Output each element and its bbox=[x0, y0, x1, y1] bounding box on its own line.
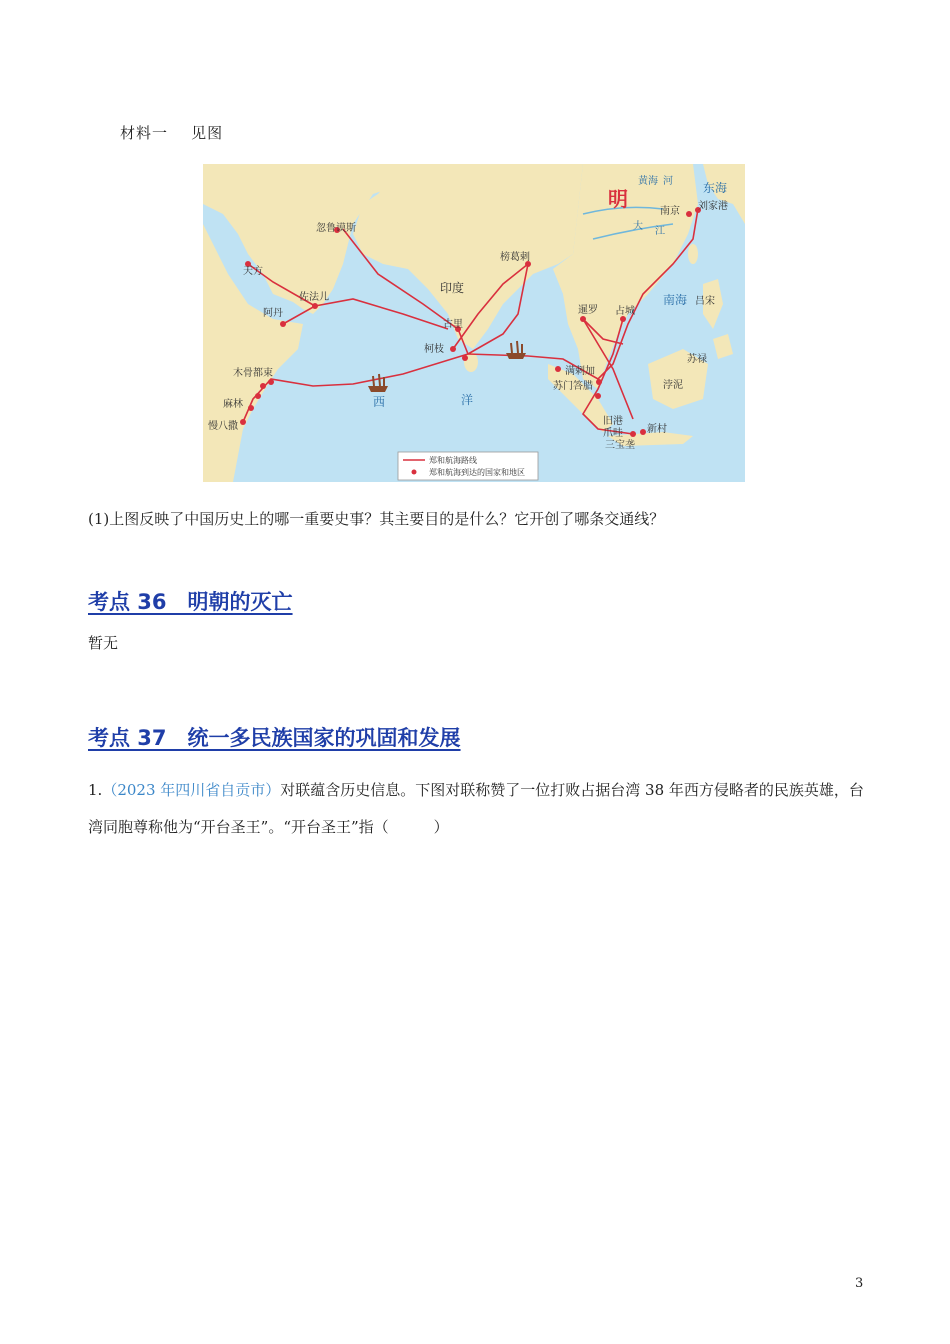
ship-icon bbox=[506, 353, 526, 359]
material-title: 材料一 bbox=[120, 124, 169, 142]
section-36-title: 考点 36 明朝的灭亡 bbox=[88, 590, 293, 614]
zufar-dot bbox=[312, 303, 318, 309]
liujiagang-label: 刘家港 bbox=[698, 201, 728, 212]
q1-number: 1. bbox=[88, 781, 103, 799]
q1-text: 对联蕴含历史信息。下图对联称赞了一位打败占据台湾 38 年西方侵略者的民族英雄，台湾同胞尊称他为“开台圣王”。“开台圣王”指（ ） bbox=[88, 781, 864, 836]
xincun-label: 新村 bbox=[647, 424, 667, 435]
zufar-label: 佐法儿 bbox=[299, 292, 329, 303]
nanjing-dot bbox=[686, 211, 692, 217]
malindi-dot-2 bbox=[248, 405, 254, 411]
xincun-dot bbox=[640, 429, 646, 435]
mombasa-label: 慢八撒 bbox=[208, 421, 238, 432]
cochin-dot bbox=[450, 346, 456, 352]
java-dot bbox=[630, 431, 636, 437]
java-label: 爪哇 bbox=[603, 428, 623, 439]
tianfang-label: 天方 bbox=[243, 266, 263, 277]
zheng-he-voyage-map bbox=[203, 164, 745, 482]
borneo-label: 浡泥 bbox=[663, 380, 683, 391]
legend-route-label: 郑和航海路线 bbox=[429, 456, 477, 465]
aden-label: 阿丹 bbox=[263, 308, 283, 319]
malindi-dot bbox=[255, 393, 261, 399]
section-36-content: 暂无 bbox=[88, 634, 119, 652]
page-number: 3 bbox=[855, 1276, 864, 1291]
mogadishu-dot bbox=[268, 379, 274, 385]
taiwan-land bbox=[688, 244, 698, 264]
siam-label: 暹罗 bbox=[578, 305, 598, 316]
calicut-label: 古里 bbox=[443, 319, 463, 330]
palembang-dot bbox=[595, 393, 601, 399]
sulu-label: 苏禄 bbox=[687, 354, 707, 365]
mogadishu-label: 木骨都束 bbox=[233, 368, 273, 379]
section-37-title: 考点 37 统一多民族国家的巩固和发展 bbox=[88, 726, 461, 750]
india-label: 印度 bbox=[440, 281, 465, 295]
bengal-label: 榜葛剌 bbox=[500, 252, 530, 263]
map-svg bbox=[203, 164, 745, 482]
ship-icon bbox=[368, 386, 388, 392]
luzon-label: 吕宋 bbox=[695, 296, 715, 307]
hormuz-label: 忽鲁谟斯 bbox=[316, 223, 356, 234]
nanjing-label: 南京 bbox=[660, 206, 680, 217]
south-sea-label: 南海 bbox=[663, 293, 688, 307]
malindi-label: 麻林 bbox=[223, 399, 243, 410]
siam-dot bbox=[580, 316, 586, 322]
champa-label: 占城 bbox=[615, 306, 635, 317]
section-37-question-1 bbox=[88, 772, 878, 846]
ming-label: 明 bbox=[608, 187, 628, 211]
east-sea-label: 东海 bbox=[703, 181, 728, 195]
river-jiang-label: 江 bbox=[655, 226, 665, 237]
sumatra-dot bbox=[555, 366, 561, 372]
sumatra-label: 苏门答腊 bbox=[553, 381, 593, 392]
west-label: 西 bbox=[373, 395, 386, 409]
material-text: 见图 bbox=[191, 124, 224, 142]
semarang-label: 三宝垄 bbox=[605, 440, 635, 451]
map-legend bbox=[398, 452, 538, 480]
cochin-label: 柯枝 bbox=[424, 344, 444, 355]
ocean-label: 洋 bbox=[461, 393, 474, 407]
legend-dot bbox=[412, 470, 417, 475]
question-1: (1)上图反映了中国历史上的哪一重要史事？其主要目的是什么？它开创了哪条交通线？ bbox=[88, 510, 665, 528]
malacca-label: 满剌加 bbox=[565, 366, 595, 377]
material-label bbox=[120, 122, 223, 143]
river-he-label: 河 bbox=[663, 176, 673, 187]
river-da-label: 大 bbox=[633, 221, 643, 232]
mogadishu-dot-2 bbox=[260, 383, 266, 389]
palembang-label: 旧港 bbox=[603, 416, 623, 427]
aden-dot bbox=[280, 321, 286, 327]
malacca-dot bbox=[596, 379, 602, 385]
legend-reached-label: 郑和航海到达的国家和地区 bbox=[429, 468, 525, 477]
yellow-sea-label: 黄海 bbox=[638, 176, 658, 187]
ceylon-dot bbox=[462, 355, 468, 361]
mombasa-dot bbox=[240, 419, 246, 425]
q1-source: （2023 年四川省自贡市） bbox=[102, 781, 281, 799]
